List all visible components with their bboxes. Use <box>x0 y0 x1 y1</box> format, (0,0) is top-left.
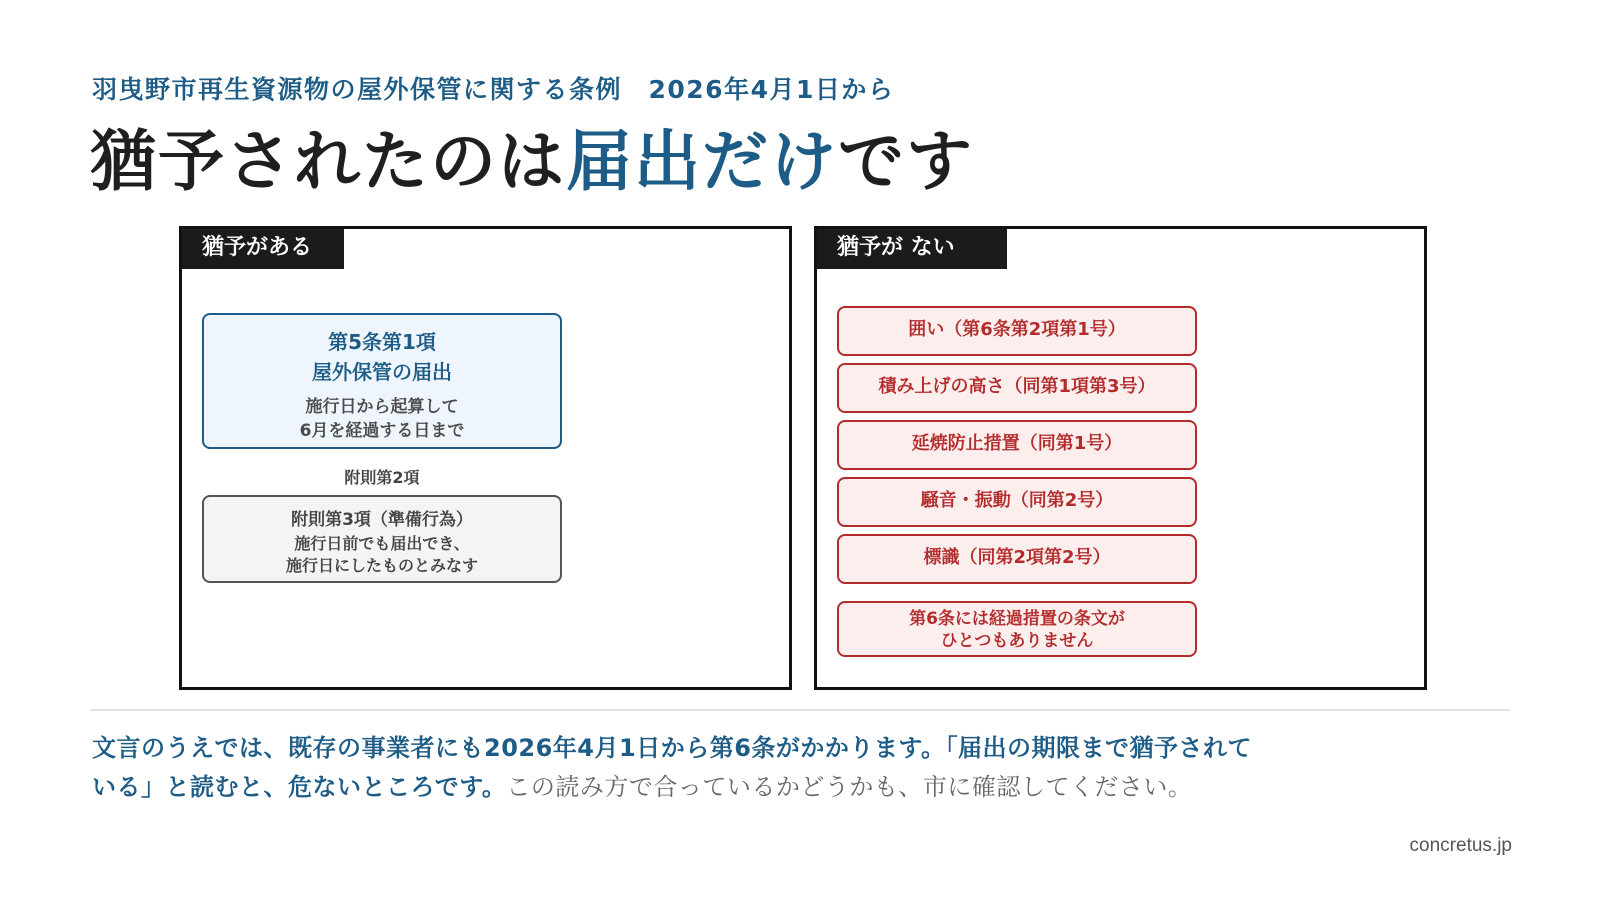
notification-card <box>202 313 562 449</box>
preparatory-act-line2: 施行日にしたものとみなす <box>285 556 478 575</box>
requirement-card: 延焼防止措置（同第1号） <box>837 420 1197 470</box>
subtitle: 羽曳野市再生資源物の屋外保管に関する条例 2026年4月1日から <box>92 75 895 104</box>
preparatory-act-line1: 施行日前でも届出でき、 <box>294 534 470 553</box>
page-title <box>90 122 974 202</box>
supplementary-provision-label: 附則第2項 <box>344 468 420 487</box>
requirement-card: 積み上げの高さ（同第1項第3号） <box>837 363 1197 413</box>
requirement-card: 囲い（第6条第2項第1号） <box>837 306 1197 356</box>
preparatory-act-title: 附則第3項（準備行為） <box>291 510 473 530</box>
footnote-strong: 文言のうえでは、既存の事業者にも2026年4月1日から第6条がかかります。「届出の期限まで猶予されている」と読むと、危ないところです。 <box>92 734 1252 801</box>
no-transitional-line2: ひとつもありません <box>940 631 1094 651</box>
title-part2: です <box>838 123 974 200</box>
no-grace-panel <box>814 226 1427 690</box>
no-grace-panel-tag: 猶予が ない <box>817 229 1007 269</box>
no-transitional-card <box>837 601 1197 657</box>
footnote <box>92 729 1262 807</box>
title-part1: 猶予されたのは <box>90 123 566 200</box>
requirement-card: 標識（同第2項第2号） <box>837 534 1197 584</box>
notification-article: 第5条第1項 <box>328 330 436 354</box>
notification-title: 屋外保管の届出 <box>312 360 452 384</box>
deadline-line2: 6月を経過する日まで <box>299 421 465 441</box>
grace-panel <box>179 226 792 690</box>
footnote-normal: この読み方で合っているかどうかも、市に確認してください。 <box>506 773 1193 801</box>
title-highlight: 届出だけ <box>566 123 838 200</box>
divider <box>90 709 1510 711</box>
no-transitional-line1: 第6条には経過措置の条文が <box>909 609 1125 629</box>
notification-deadline <box>204 395 560 443</box>
preparatory-act-card <box>202 495 562 583</box>
brand-label: concretus.jp <box>1409 835 1512 856</box>
deadline-line1: 施行日から起算して <box>305 397 459 417</box>
grace-panel-tag: 猶予がある <box>182 229 344 269</box>
requirement-card: 騒音・振動（同第2号） <box>837 477 1197 527</box>
